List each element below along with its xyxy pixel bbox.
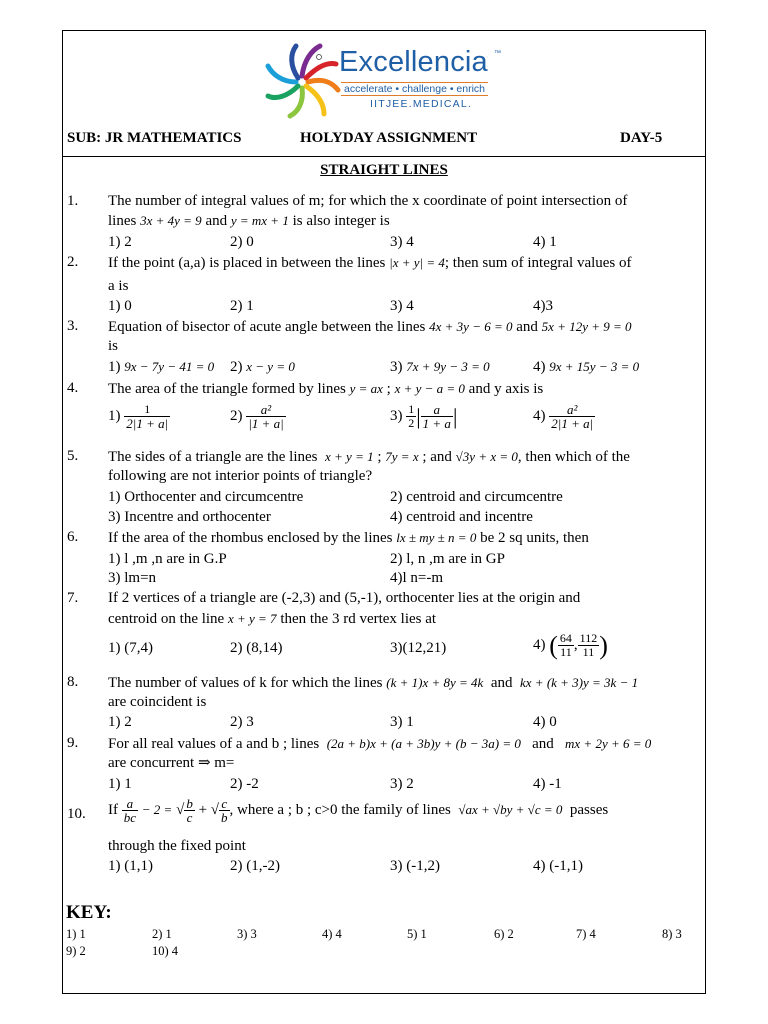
option-3: 3) 4 xyxy=(390,298,414,314)
option-2: 2) $\frac{\text{a²}}{|1 + a|}$ xyxy=(230,402,284,431)
option-1: 1) 1 xyxy=(108,776,132,792)
option-4: 4)l n=-m xyxy=(390,570,444,586)
option-2: 2) (8,14) xyxy=(230,640,283,656)
fraction: $\frac{112}{11}$ xyxy=(579,631,598,659)
question-text: The sides of a triangle are the lines x + y = 1 ; 7y = x ; and √3y + x = 0, then which of the xyxy=(108,449,630,465)
option-4: 4) (-1,1) xyxy=(533,858,583,874)
option-3: 3) 7x + 9y − 3 = 0 xyxy=(390,359,490,375)
header-rule xyxy=(62,156,706,157)
question-number: 6. xyxy=(67,529,79,545)
option-4: 4) ( $\frac{64}{11}$ , $\frac{112}{11}$ ) xyxy=(533,631,608,660)
question-number: 3. xyxy=(67,318,79,334)
question-number: 7. xyxy=(67,590,79,606)
option-1: 1) (1,1) xyxy=(108,858,153,874)
question-text: Equation of bisector of acute angle between the lines 4x + 3y − 6 = 0 and 5x + 12y + 9 = 0 xyxy=(108,319,632,335)
question-text-line2: are concurrent ⇒ m= xyxy=(108,755,235,771)
question-text: If $\frac{a}{bc}$ − 2 = √ $\frac{b}{c}$ + √ $\frac{c}{b}$ , where a ; b ; c>0 the family of lines √ax + √by + √c = 0 passes xyxy=(108,796,609,825)
fraction: $\frac{1}{2|1 + a|}$ xyxy=(126,402,169,431)
question-number: 1. xyxy=(67,193,79,209)
question-number: 5. xyxy=(67,448,79,464)
key-title: KEY: xyxy=(66,902,112,923)
option-4: 4) 0 xyxy=(533,714,557,730)
fraction: $\frac{1}{2}$ xyxy=(408,402,415,430)
option-4: 4) 9x + 15y − 3 = 0 xyxy=(533,359,640,375)
question-text-line2: centroid on the line x + y = 7 then the 3 rd vertex lies at xyxy=(108,611,437,627)
option-3: 3) 4 xyxy=(390,234,414,250)
section-title: STRAIGHT LINES xyxy=(320,162,448,178)
key-answer: 8) 3 xyxy=(662,927,682,941)
option-4: 4) 1 xyxy=(533,234,557,250)
option-3: 3) (-1,2) xyxy=(390,858,440,874)
option-4: 4)3 xyxy=(533,298,553,314)
brand-name: Excellencia xyxy=(339,46,488,78)
question-text: If 2 vertices of a triangle are (-2,3) and (5,-1), orthocenter lies at the origin and xyxy=(108,590,581,606)
option-3: 3)(12,21) xyxy=(390,640,447,656)
subject-label: SUB: JR MATHEMATICS xyxy=(67,130,242,146)
option-1: 1) Orthocenter and circumcentre xyxy=(108,489,304,505)
question-text-line2: following are not interior points of triangle? xyxy=(108,468,373,484)
key-answer: 7) 4 xyxy=(576,927,596,941)
question-text: The number of integral values of m; for which the x coordinate of point intersection of xyxy=(108,193,628,209)
option-1: 1) 9x − 7y − 41 = 0 xyxy=(108,359,215,375)
option-3: 3) Incentre and orthocenter xyxy=(108,509,271,525)
fraction: $\frac{64}{11}$ xyxy=(559,631,572,659)
fraction: $\frac{b}{c}$ xyxy=(186,796,193,825)
question-number: 2. xyxy=(67,254,79,270)
option-2: 2) (1,-2) xyxy=(230,858,280,874)
key-answer: 10) 4 xyxy=(152,944,179,958)
question-number: 9. xyxy=(67,735,79,751)
option-4: 4) centroid and incentre xyxy=(390,509,533,525)
question-text: The number of values of k for which the lines (k + 1)x + 8y = 4k and kx + (k + 3)y = 3k − 1 xyxy=(108,675,639,691)
assignment-title: HOLYDAY ASSIGNMENT xyxy=(300,130,478,146)
key-answer: 4) 4 xyxy=(322,927,342,941)
question-text: If the point (a,a) is placed in between the lines |x + y| = 4; then sum of integral values of xyxy=(108,255,632,271)
option-1: 1) $\frac{1}{2|1 + a|}$ xyxy=(108,402,169,431)
fraction: $\frac{a}{bc}$ xyxy=(123,796,137,825)
day-label: DAY-5 xyxy=(620,130,663,146)
question-text-line2: a is xyxy=(108,278,129,294)
option-4: 4) $\frac{\text{a²}}{2|1 + a|}$ xyxy=(533,402,594,431)
question-text-line2: through the fixed point xyxy=(108,838,246,854)
option-2: 2) centroid and circumcentre xyxy=(390,489,563,505)
option-1: 1) 2 xyxy=(108,714,132,730)
option-3: 3) 2 xyxy=(390,776,414,792)
option-3: 3) 1 xyxy=(390,714,414,730)
question-text: If the area of the rhombus enclosed by the lines lx ± my ± n = 0 be 2 sq units, then xyxy=(108,530,589,546)
key-answer: 1) 1 xyxy=(66,927,86,941)
question-number: 10. xyxy=(67,806,86,822)
trademark: ™ xyxy=(494,50,501,57)
fraction: $\frac{\text{a²}}{|1 + a|}$ xyxy=(248,402,284,431)
option-2: 2) -2 xyxy=(230,776,259,792)
question-text: The area of the triangle formed by lines y = ax ; x + y − a = 0 and y axis is xyxy=(108,381,544,397)
question-text-line2: lines 3x + 4y = 9 and y = mx + 1 is also integer is xyxy=(108,213,390,229)
fraction: $\frac{\text{a²}}{2|1 + a|}$ xyxy=(551,402,594,431)
option-2: 2) x − y = 0 xyxy=(230,359,295,375)
question-text-line2: are coincident is xyxy=(108,694,207,710)
option-2: 2) 3 xyxy=(230,714,254,730)
option-2: 2) 1 xyxy=(230,298,254,314)
question-text: For all real values of a and b ; lines (2a + b)x + (a + 3b)y + (b − 3a) = 0 and mx + 2y + 6 = 0 xyxy=(108,736,652,752)
fraction: $\frac{a}{1 + a}$ xyxy=(422,402,451,431)
option-2: 2) 0 xyxy=(230,234,254,250)
key-answer: 6) 2 xyxy=(494,927,514,941)
question-number: 4. xyxy=(67,380,79,396)
question-text-line2: is xyxy=(108,338,119,354)
key-answer: 3) 3 xyxy=(237,927,257,941)
option-3: 3) $\frac{1}{2}$ | $\frac{a}{1 + a}$ | xyxy=(390,402,458,431)
option-2: 2) l, n ,m are in GP xyxy=(390,551,505,567)
brand-subtag: IITJEE.MEDICAL. xyxy=(370,98,473,110)
key-answer: 5) 1 xyxy=(407,927,427,941)
option-1: 1) (7,4) xyxy=(108,640,153,656)
option-1: 1) 2 xyxy=(108,234,132,250)
option-4: 4) -1 xyxy=(533,776,562,792)
brand-tagline: accelerate • challenge • enrich xyxy=(341,82,488,96)
key-answer: 2) 1 xyxy=(152,927,172,941)
option-3: 3) lm=n xyxy=(108,570,157,586)
question-number: 8. xyxy=(67,674,79,690)
key-answer: 9) 2 xyxy=(66,944,86,958)
option-1: 1) l ,m ,n are in G.P xyxy=(108,551,227,567)
option-1: 1) 0 xyxy=(108,298,132,314)
fraction: $\frac{c}{b}$ xyxy=(221,796,228,825)
